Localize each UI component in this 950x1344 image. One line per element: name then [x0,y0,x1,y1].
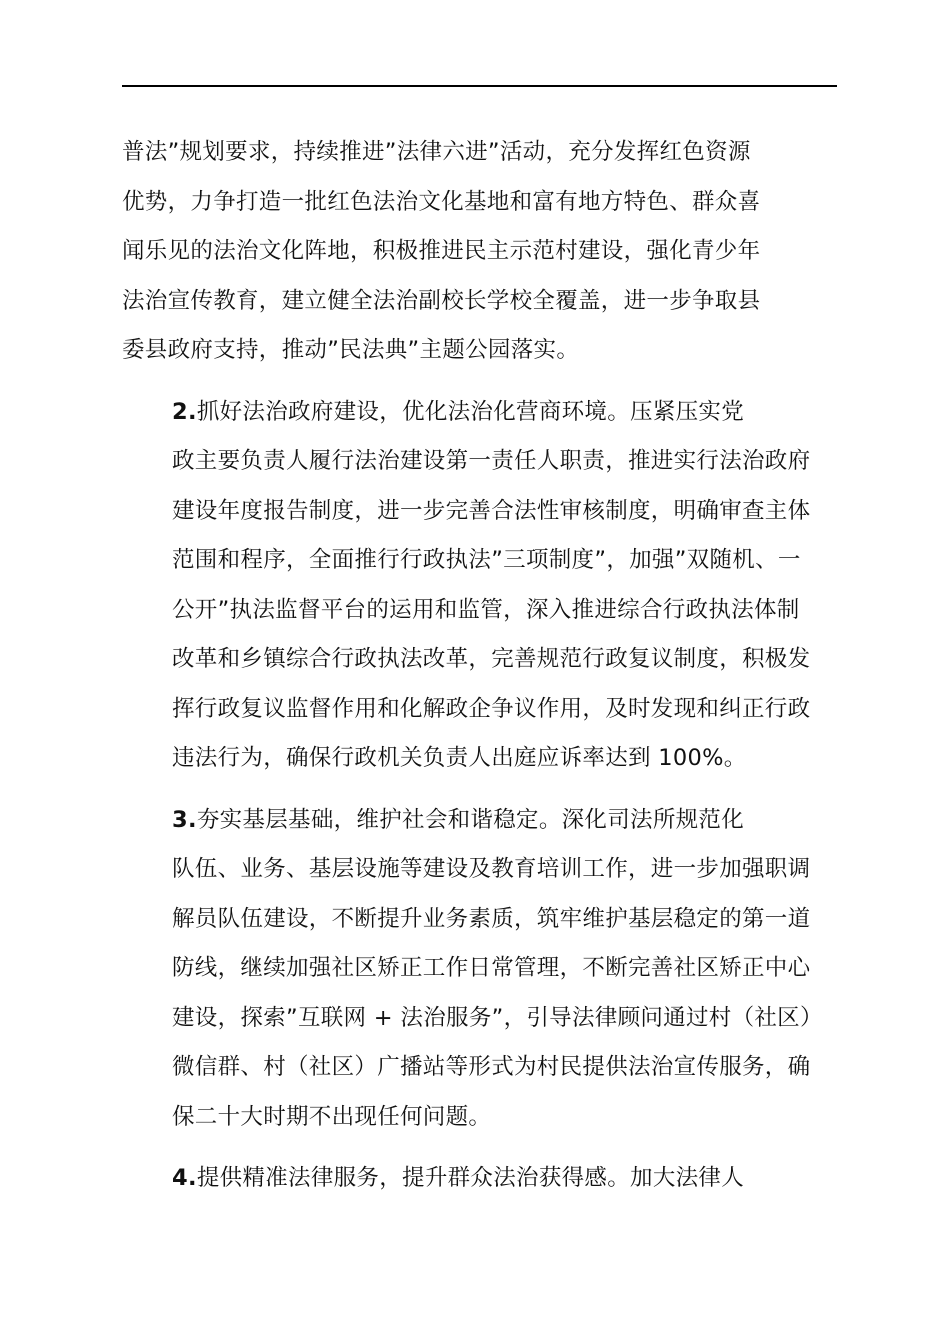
paragraph-item-4 [122,1154,837,1204]
text-line: 公开”执法监督平台的运用和监管，深入推进综合行政执法体制 [172,596,800,623]
text-line: 改革和乡镇综合行政执法改革，完善规范行政复议制度，积极发 [172,646,811,672]
text-line: 范围和程序，全面推行行政执法”三项制度”，加强”双随机、一 [172,547,801,573]
item-heading-text: 抓好法治政府建设，优化法治化营商环境。压紧压实党 [196,398,745,425]
text-line: 建设，探索”互联网 + 法治服务”，引导法律顾问通过村（社区） [172,1004,823,1031]
text-line: 委县政府支持，推动”民法典”主题公园落实。 [122,337,580,363]
text-line: 闻乐见的法治文化阵地，积极推进民主示范村建设，强化青少年 [122,238,761,264]
text-line: 微信群、村（社区）广播站等形式为村民提供法治宣传服务，确 [172,1054,811,1080]
paragraph-item-3 [122,796,837,1143]
item-heading-text: 夯实基层基础，维护社会和谐稳定。深化司法所规范化 [196,806,745,833]
text-line [122,388,837,438]
item-number: 3. [172,806,197,833]
text-line: 普法”规划要求，持续推进”法律六进”活动，充分发挥红色资源 [122,139,751,165]
text-line [122,796,837,846]
text-line: 解员队伍建设，不断提升业务素质，筑牢维护基层稳定的第一道 [172,905,811,932]
item-number: 4. [172,1165,197,1191]
text-line: 优势，力争打造一批红色法治文化基地和富有地方特色、群众喜 [122,188,761,215]
text-line: 挥行政复议监督作用和化解政企争议作用，及时发现和纠正行政 [172,695,811,722]
text-line: 保二十大时期不出现任何问题。 [172,1103,492,1130]
paragraph-continuation [122,128,837,376]
text-line: 队伍、业务、基层设施等建设及教育培训工作，进一步加强职调 [172,856,811,882]
text-line: 法治宣传教育，建立健全法治副校长学校全覆盖，进一步争取县 [122,287,761,314]
item-number: 2. [172,398,197,425]
item-heading-text: 提供精准法律服务，提升群众法治获得感。加大法律人 [196,1165,745,1191]
text-line: 建设年度报告制度，进一步完善合法性审核制度，明确审查主体 [172,497,811,524]
text-line: 防线，继续加强社区矫正工作日常管理，不断完善社区矫正中心 [172,955,811,981]
document-body [122,128,837,1204]
header-rule [122,85,837,87]
text-line: 政主要负责人履行法治建设第一责任人职责，推进实行法治政府 [172,448,811,474]
text-line [122,1154,837,1204]
text-line: 违法行为，确保行政机关负责人出庭应诉率达到 100%。 [172,745,747,771]
paragraph-item-2 [122,388,837,784]
